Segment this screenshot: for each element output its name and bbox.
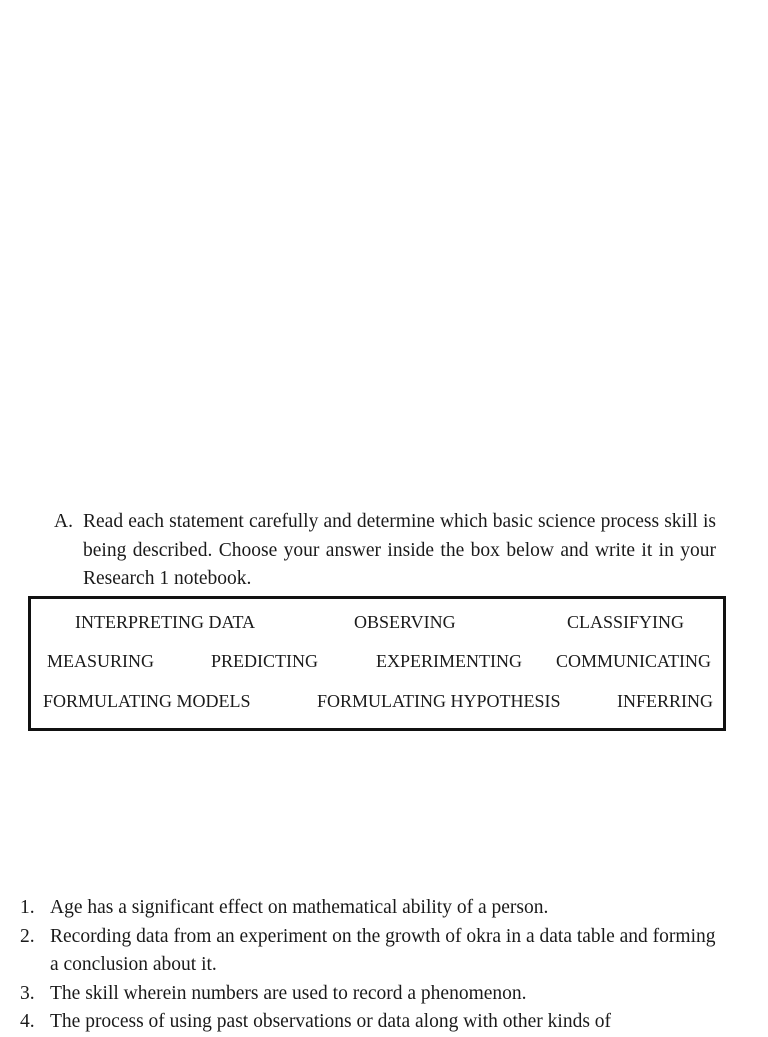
item-text: The skill wherein numbers are used to record a phenomenon. [50, 982, 527, 1004]
choice-formulating-hypothesis: FORMULATING HYPOTHESIS [317, 691, 561, 711]
instruction-text: Read each statement carefully and determine which basic science process skill is being described. Choose your answer inside the box below and write it in your Research 1 notebook. [83, 511, 716, 589]
item-number: 4. [20, 1011, 35, 1032]
statement-list [20, 894, 720, 1037]
choice-classifying: CLASSIFYING [567, 612, 685, 632]
choice-inferring: INFERRING [617, 691, 714, 711]
list-item [20, 923, 720, 980]
item-text: Age has a significant effect on mathematical ability of a person. [50, 897, 549, 918]
choice-formulating-models: FORMULATING MODELS [43, 691, 251, 711]
item-number: 2. [20, 925, 35, 947]
choice-experimenting: EXPERIMENTING [376, 651, 522, 671]
choice-interpreting-data: INTERPRETING DATA [75, 612, 256, 632]
choice-observing: OBSERVING [354, 612, 456, 632]
item-number: 1. [20, 897, 35, 918]
list-item [20, 980, 720, 1009]
section-marker: A. [54, 511, 73, 532]
list-item [20, 894, 720, 923]
item-number: 3. [20, 982, 35, 1004]
instruction-paragraph [54, 508, 716, 594]
choice-measuring: MEASURING [47, 651, 155, 671]
list-item [20, 1008, 720, 1037]
choice-predicting: PREDICTING [211, 651, 318, 671]
item-text: The process of using past observations or data along with other kinds of [50, 1011, 612, 1032]
choice-communicating: COMMUNICATING [556, 651, 712, 671]
item-text: Recording data from an experiment on the growth of okra in a data table and forming a conclusion about it. [50, 925, 716, 975]
answer-choices-box [28, 596, 726, 731]
